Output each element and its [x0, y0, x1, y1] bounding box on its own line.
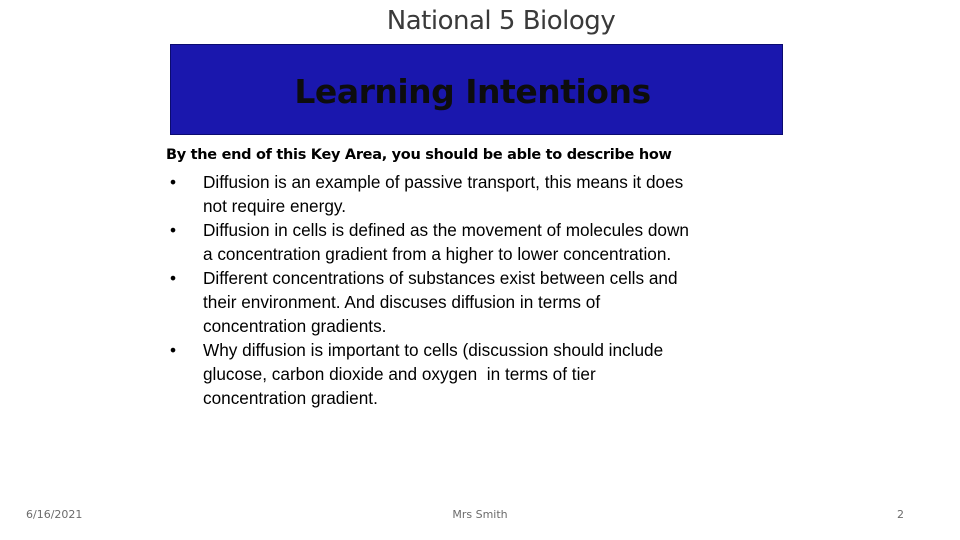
bullet-line: not require energy.: [203, 196, 346, 216]
course-title: National 5 Biology: [386, 6, 616, 36]
bullet-item: [166, 266, 786, 338]
bullet-point-icon: •: [170, 340, 177, 360]
bullet-line: Diffusion in cells is defined as the movement of molecules down: [203, 220, 689, 240]
footer-author: Mrs Smith: [452, 508, 508, 521]
bullet-line: Different concentrations of substances exist between cells and: [203, 268, 678, 288]
title-banner: [170, 44, 783, 135]
bullet-item: [166, 218, 786, 266]
bullet-item: [166, 170, 786, 218]
bullet-line: Why diffusion is important to cells (discussion should include: [203, 340, 664, 360]
bullet-line: concentration gradients.: [203, 316, 387, 336]
bullet-line: glucose, carbon dioxide and oxygen in terms of tier: [203, 364, 596, 384]
footer-page-number: 2: [897, 508, 904, 521]
bullet-item: [166, 338, 786, 410]
bullet-point-icon: •: [170, 220, 177, 240]
intro-text: By the end of this Key Area, you should be able to describe how: [166, 147, 672, 163]
learning-intentions-list: [166, 170, 786, 410]
banner-title: Learning Intentions: [294, 72, 651, 111]
bullet-line: concentration gradient.: [203, 388, 378, 408]
bullet-point-icon: •: [170, 268, 177, 288]
bullet-line: Diffusion is an example of passive transport, this means it does: [203, 172, 684, 192]
bullet-point-icon: •: [170, 172, 177, 192]
footer-date: 6/16/2021: [26, 508, 83, 521]
bullet-line: their environment. And discuses diffusion in terms of: [203, 292, 601, 312]
bullet-line: a concentration gradient from a higher to lower concentration.: [203, 244, 672, 264]
